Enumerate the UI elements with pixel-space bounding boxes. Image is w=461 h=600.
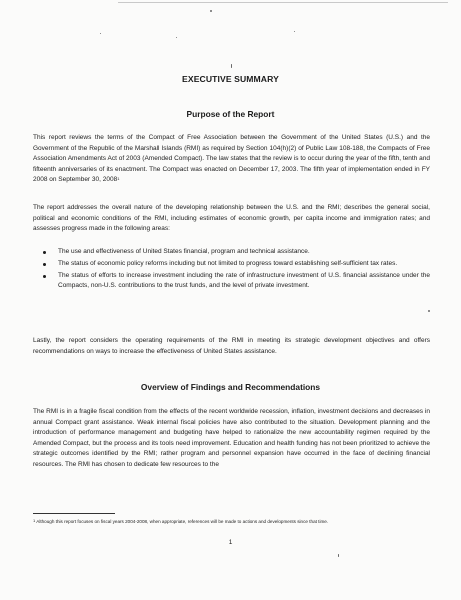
section-heading-purpose: Purpose of the Report — [186, 109, 275, 119]
footnote-reference: 1 — [117, 176, 120, 182]
bullet-item-text: The status of efforts to increase investment including the rate of infrastructure investment of U.S. financial assistance under the Compacts, non-U.S. contributions to the trust funds, and the level of private investment. — [58, 271, 430, 290]
bullet-icon — [43, 251, 46, 254]
bullet-item — [33, 271, 430, 292]
footnote — [33, 518, 433, 526]
scan-speck — [176, 37, 177, 38]
footnote-text: Although this report focuses on fiscal years 2004-2008, when appropriate, references will be made to actions and developments since that time. — [36, 519, 329, 524]
scan-speck — [294, 31, 295, 32]
purpose-paragraph-1-text: This report reviews the terms of the Compact of Free Association between the Government of the United States (U.S.) and the Government of the Republic of the Marshall Islands (RMI) as required by Section 104(h)(2) of Public Law 108-188, the Compacts of Free Association Amendments Act of 2003 (Amended Compact). The law states that the review is to occur during the year of the fifth, tenth and fifteenth anniversaries of its enactment. The Compact was enacted on December 17, 2003. The fifth year of implementation ended in FY 2008 on September 30, 2008 — [33, 134, 430, 184]
scan-speck — [210, 10, 212, 12]
scan-top-edge — [118, 2, 448, 3]
scan-speck — [100, 33, 101, 34]
section-heading-overview: Overview of Findings and Recommendations — [140, 382, 321, 392]
scan-speck — [231, 64, 232, 68]
bullet-item-text: The use and effectiveness of United States financial, program and technical assistance. — [58, 248, 310, 255]
bullet-icon — [43, 275, 46, 278]
footnote-divider — [33, 513, 115, 514]
overview-paragraph-1: The RMI is in a fragile fiscal condition from the effects of the recent worldwide recession, inflation, investment decisions and decreases in annual Compact grant assistance. Weak internal fiscal policies have also contributed to the situation. Development planning and the introduction of performance management and budgeting have helped to rationalize the new accountability regimen required by the Amended Compact, but the process and its tools need improvement. Education and health funding has not been prioritized to achieve the strategic outcomes identified by the RMI; rather program and personnel expansion have occurred in the face of declining financial resources. The RMI has chosen to dedicate few resources to the — [33, 408, 430, 468]
document-title: EXECUTIVE SUMMARY — [182, 74, 279, 84]
bullet-item — [33, 247, 430, 257]
scan-speck — [428, 310, 430, 312]
purpose-paragraph-1 — [33, 133, 430, 186]
scan-speck — [338, 554, 339, 557]
assessment-bullet-list — [33, 247, 430, 293]
purpose-paragraph-2: The report addresses the overall nature of the developing relationship between the U.S. and the RMI; describes the general social, political and economic conditions of the RMI, including estimates of economic growth, per capita income and immigration rates; and assesses progress made in the following areas: — [33, 204, 430, 233]
footnote-marker: 1 — [33, 518, 36, 523]
purpose-paragraph-3: Lastly, the report considers the operating requirements of the RMI in meeting its strategic development objectives and offers recommendations on ways to increase the effectiveness of United States assistance. — [33, 337, 430, 355]
bullet-item — [33, 259, 430, 269]
bullet-icon — [43, 263, 46, 266]
bullet-item-text: The status of economic policy reforms including but not limited to progress toward establishing self-sufficient tax rates. — [58, 259, 398, 267]
page-number: 1 — [228, 539, 233, 546]
